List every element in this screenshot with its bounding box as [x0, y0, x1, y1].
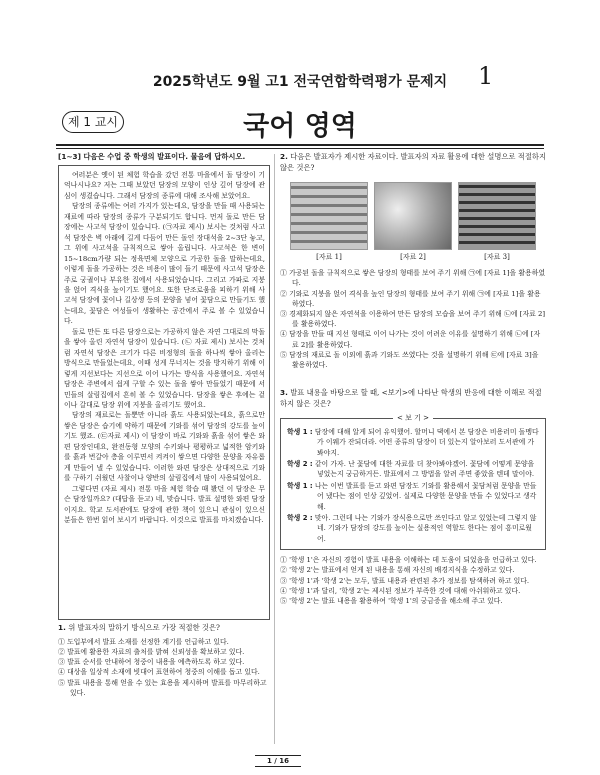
- column-divider: [274, 154, 275, 744]
- figure-caption: [자료 2]: [400, 252, 426, 261]
- question-number: 3.: [280, 388, 288, 398]
- answer-option[interactable]: ③ 경제화되지 않은 자연석을 이용하여 만든 담장의 모습을 보여 주기 위해 ㉡에 [자료 2]를 활용하였다.: [280, 310, 546, 329]
- answer-option[interactable]: ⑤ 담장의 재료로 돌 이외에 흙과 기와도 쓰였다는 것을 설명하기 위해 ㉢에 [자료 3]을 활용하였다.: [280, 350, 539, 370]
- left-column: [58, 152, 270, 698]
- section-intro: [1~3] 다음은 수업 중 학생의 발표이다. 물음에 답하시오.: [58, 152, 246, 161]
- footer-page-indicator: 1 / 16: [255, 755, 301, 767]
- footer-total: 16: [279, 757, 290, 765]
- passage-paragraph: 담장의 종류에는 여러 가지가 있는데요, 담장을 만들 때 사용되는 재료에 따라 담장의 종류가 구분되기도 합니다. 먼저 돌로 만든 담장에는 사고석 담장이 있습니다. (㉠자료 제시) 보시는 것처럼 사고석 담장은 벽 아래에 길게 다듬어 만든 돌인 장대석을 2~3단 놓고, 그 위에 사고석을 규칙적으로 쌓아 올립니다. 사고석은 한 변이 15~18cm가량 되는 정육면체 모양으로 가공한 돌을 말하는데요, 이렇게 돌을 가공하는 것은 비용이 많이 들기 때문에 사고석 담장은 주로 궁궐이나 부유한 집에서 사용되었습니다. 그리고 가파로 지붕을 얹어 격식을 높이기도 했어요. 또한 단조로움을 피하기 위해 사고석 담장에 꽃이나 길상생 등의 문양을 넣어 꽃담으로 만들기도 했는데요, 꽃담은 여성들이 생활하는 공간에서 주로 볼 수 있었습니다.: [64, 202, 265, 326]
- answer-option[interactable]: ③ 발표 순서를 안내하여 청중이 내용을 예측하도록 하고 있다.: [58, 658, 245, 667]
- passage-paragraph: 그렇다면 (자료 제시) 전통 마을 체험 학습 때 봤던 이 담장은 무슨 담장일까요? (대답을 듣고) 네, 맞습니다. 발표 설명한 와편 담장이지요. 학교 도서관에도 담장에 관한 책이 있으니 관심이 있으신 분들은 한번 읽어 보시기 바랍니다. 이것으로 발표를 마치겠습니다.: [64, 484, 265, 524]
- figure-1: [290, 182, 368, 263]
- question-stem: 위 발표자의 말하기 방식으로 가장 적절한 것은?: [68, 623, 220, 632]
- answer-option[interactable]: ① 도입부에서 발표 소재를 선정한 계기를 언급하고 있다.: [58, 637, 229, 646]
- header-rule: [56, 144, 544, 146]
- passage-paragraph: 담장의 재료로는 돌뿐만 아니라 흙도 사용되었는데요, 흙으로만 쌓은 담장은 습기에 약하기 때문에 기와를 섞어 담장의 강도를 높이기도 했죠. (㉢자료 제시) 이 담장이 바로 기와와 흙을 섞어 쌓은 와편 담장인데요, 완전동형 모양의 수키와나 평평하고 넓적한 암키와를 흙과 번갈아 층을 이루면서 켜켜이 쌓으면 다양한 문양을 자유롭게 만들어 낼 수 있었습니다. 이러한 와편 담장은 상대적으로 기와를 구하기 쉬웠던 사찰이나 양반의 살림집에서 많이 사용되었어요.: [64, 411, 265, 483]
- tile-wall-image: [458, 182, 536, 250]
- question-2: [280, 152, 546, 174]
- answer-option[interactable]: ③ '학생 1'과 '학생 2'는 모두, 발표 내용과 관련된 추가 정보를 탐색하려 하고 있다.: [280, 576, 530, 585]
- answer-option[interactable]: ④ 담장을 만들 때 지선 형태로 이어 나가는 것이 어려운 이유를 설명하기 위해 ㉡에 [자료 2]를 활용하였다.: [280, 330, 541, 349]
- exam-header-title: 2025학년도 9월 고1 전국연합학력평가 문제지: [152, 74, 448, 90]
- question-1: [58, 623, 270, 634]
- stone-wall-image: [290, 182, 368, 250]
- figure-caption: [자료 3]: [484, 252, 510, 261]
- example-box: [280, 413, 546, 550]
- answer-option[interactable]: ⑤ 발표 내용을 통해 얻을 수 있는 효용을 제시하며 발표를 마무리하고 있다.: [58, 678, 267, 697]
- right-column: [280, 152, 546, 606]
- passage-paragraph: 돌로 만든 또 다른 담장으로는 가공하지 않은 자연 그대로의 막돌을 쌓아 올린 자연석 담장이 있습니다. (㉡ 자료 제시) 보시는 것처럼 자연석 담장은 크기가 다른 비정형의 돌을 하나씩 쌓아 올리는 방식으로 만들었는데요, 이때 성게 무너지는 것을 방지하기 위해 이렇게 지선보다는 지선으로 이어 나가는 방식을 사용했어요. 자연석 담장은 주변에서 쉽게 구할 수 있는 돌을 쌓아 만들었기 때문에 서민들의 살림집에서 흔히 볼 수 있었습니다. 담장을 쌓은 후에는 겉이나 갈대로 담장 위에 지붕을 올리기도 했어요.: [64, 327, 265, 409]
- answer-option[interactable]: ④ 대상을 일상적 소재에 빗대어 표현하여 청중의 이해를 돕고 있다.: [58, 668, 260, 677]
- answer-option[interactable]: ⑤ '학생 2'는 발표 내용을 활용하여 '학생 1'의 궁금증을 해소해 주고 있다.: [280, 597, 503, 606]
- answer-option[interactable]: ① '학생 1'은 자신의 경험이 발표 내용을 이해하는 데 도움이 되었음을 언급하고 있다.: [280, 556, 537, 565]
- figure-caption: [자료 1]: [316, 252, 342, 261]
- answer-option[interactable]: ② 기와로 지붕을 얹어 격식을 높인 담장의 형태를 보여 주기 위해 ㉠에 [자료 1]을 활용하였다.: [280, 289, 541, 308]
- figure-3: [458, 182, 536, 263]
- question-number: 2.: [280, 152, 288, 161]
- page-number: 1: [478, 62, 494, 90]
- question-1-options: [58, 637, 270, 698]
- dialogue-line: 학생 2 : 같이 가자. 난 꽃담에 대한 자료를 더 찾아봐야겠어. 꽃담에 어떻게 문양을 넣었는지 궁금하거든. 발표에서 그 방법을 알려 주면 좋았을 텐데 말이야.: [287, 460, 535, 479]
- dialogue-line: 학생 1 : 담장에 대해 알게 되어 유익했어. 할머니 댁에서 본 담장은 비용러미 돌멩다가 이웨가 잔되더라. 어떤 종류의 담장이 더 있는지 알아보러 도서관에 가 봐야지.: [287, 427, 539, 457]
- dialogue-line: 학생 1 : 나는 이번 발표를 듣고 와편 담장도 기와를 활용해서 꽃담처럼 문양을 만들어 냈다는 점이 인상 깊었어. 실제로 다양한 문양을 만들 수 있었다고 생각해.: [287, 481, 537, 511]
- dialogue-line: 학생 2 : 맞아. 그런데 나는 기와가 장식용으로만 쓰인다고 알고 있었는데 그렇지 않네. 기와가 담장의 강도를 높이는 실용적인 역할도 한다는 점이 흥미로웠어.: [287, 514, 537, 543]
- question-2-options: [280, 268, 546, 370]
- question-number: 1.: [58, 623, 66, 632]
- question-3-options: [280, 555, 546, 606]
- passage-box: [58, 165, 270, 620]
- passage-paragraph: 여러분은 옛이 된 체험 학습을 갔던 전통 마을에서 돌 담장이 기억나시나요? 저는 그때 보았던 담장의 모양이 인상 깊어 담장에 관심이 생겼습니다. 그래서 담장의 종류에 대해 조사해 보았어요.: [64, 171, 265, 200]
- question-3: [280, 388, 546, 410]
- answer-option[interactable]: ② '학생 2'는 발표에서 얻게 된 내용을 통해 자신의 배경지식을 수정하고 있다.: [280, 566, 515, 575]
- footer-page: 1: [266, 757, 272, 765]
- answer-option[interactable]: ① 가공된 돌을 규칙적으로 쌓은 담장의 형태를 보여 주기 위해 ㉠에 [자료 1]을 활용하였다.: [280, 269, 546, 288]
- question-stem: 다음은 발표자가 제시한 자료이다. 발표자의 자료 활용에 대한 설명으로 적절하지 않은 것은?: [280, 152, 546, 172]
- natural-stone-wall-image: [374, 182, 452, 250]
- header-rule-thin: [56, 148, 544, 149]
- answer-option[interactable]: ④ '학생 1'과 달리, '학생 2'는 제시된 정보가 부족한 것에 대해 아쉬워하고 있다.: [280, 586, 521, 595]
- answer-option[interactable]: ② 발표에 활용한 자료의 출처를 밝혀 신뢰성을 확보하고 있다.: [58, 647, 245, 656]
- session-label: 제 1 교시: [62, 111, 124, 133]
- figure-row: [290, 182, 536, 263]
- example-box-title: < 보 기 >: [281, 413, 545, 424]
- figure-2: [374, 182, 452, 263]
- question-stem: 발표 내용을 바탕으로 할 때, <보기>에 나타난 학생의 반응에 대한 이해로 적절하지 않은 것은?: [280, 388, 542, 409]
- subject-title: 국어 영역: [243, 111, 357, 142]
